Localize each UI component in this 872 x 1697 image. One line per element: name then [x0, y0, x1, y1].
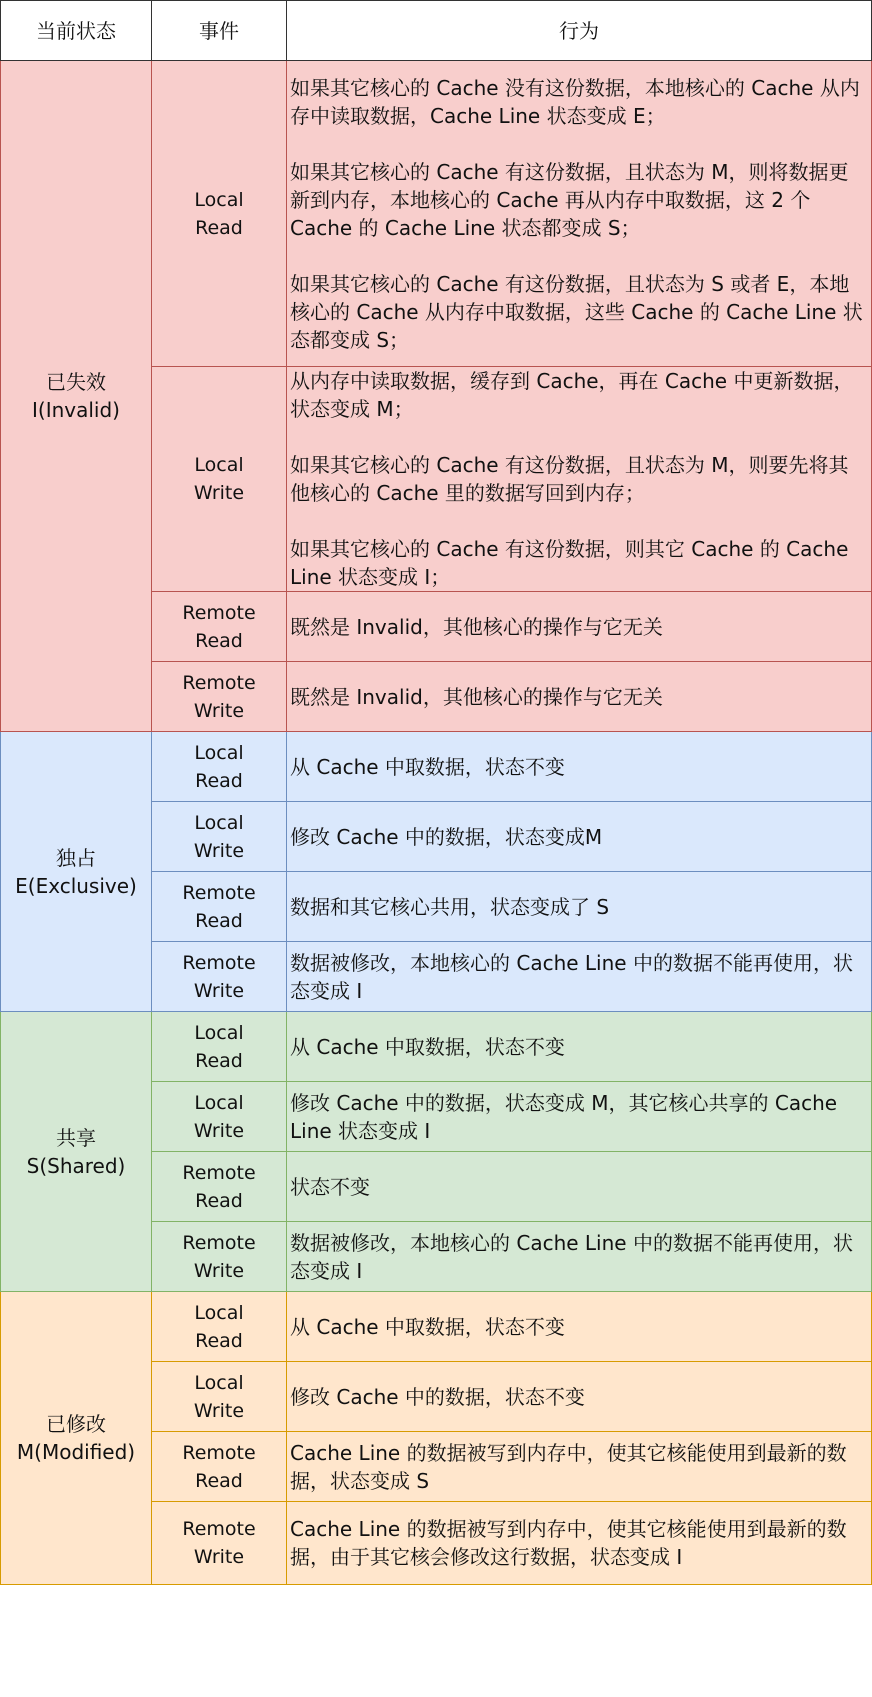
action-cell [287, 1222, 872, 1292]
event-cell [152, 872, 287, 942]
state-code: S(Shared) [26, 1153, 126, 1178]
action-text: 如果其它核心的 Cache 有这份数据，且状态为 M，则要先将其他核心的 Cache 里的数据写回到内存； [290, 453, 849, 505]
event-cell [152, 732, 287, 802]
event-cell [152, 662, 287, 732]
state-name: 已修改 [46, 1412, 106, 1436]
event-label: Write [193, 482, 245, 504]
event-cell [152, 1152, 287, 1222]
action-cell [287, 662, 872, 732]
action-cell [287, 592, 872, 662]
event-label: Read [195, 909, 243, 932]
event-cell [152, 1502, 287, 1585]
event-label: Remote [182, 881, 256, 904]
state-cell [1, 1292, 152, 1585]
state-cell [1, 1012, 152, 1292]
event-label: Remote [182, 671, 256, 694]
action-text: 修改 Cache 中的数据，状态变成M [290, 824, 603, 849]
action-text: 既然是 Invalid，其他核心的操作与它无关 [290, 684, 663, 709]
event-label: Local [194, 811, 244, 834]
event-label: Local [194, 1021, 244, 1044]
event-cell [152, 367, 287, 592]
event-cell [152, 61, 287, 367]
action-cell [287, 732, 872, 802]
event-label: Remote [182, 1161, 256, 1184]
action-text: 数据被修改，本地核心的 Cache Line 中的数据不能再使用，状态变成 I [290, 950, 853, 1003]
event-cell [152, 802, 287, 872]
header-state: 当前状态 [1, 1, 152, 61]
action-text: 从内存中读取数据，缓存到 Cache，再在 Cache 中更新数据，状态变成 M； [290, 369, 854, 421]
table-row [1, 1292, 872, 1362]
action-cell [287, 872, 872, 942]
event-label: Local [194, 1091, 244, 1114]
event-label: Write [193, 1119, 245, 1142]
table-row [1, 732, 872, 802]
action-cell [287, 1502, 872, 1585]
action-cell [287, 61, 872, 367]
event-label: Local [194, 1371, 244, 1394]
event-label: Read [195, 1469, 243, 1492]
action-text: 如果其它核心的 Cache 有这份数据，且状态为 S 或者 E，本地核心的 Cache 从内存中取数据，这些 Cache 的 Cache Line 状态都变成 S； [290, 271, 863, 352]
event-label: Write [193, 699, 245, 722]
event-cell [152, 1362, 287, 1432]
action-text: 数据被修改，本地核心的 Cache Line 中的数据不能再使用，状态变成 I [290, 1230, 853, 1283]
table-row [1, 61, 872, 367]
state-code: E(Exclusive) [15, 873, 137, 898]
action-text: 修改 Cache 中的数据，状态变成 M，其它核心共享的 Cache Line 状态变成 I [290, 1090, 838, 1143]
event-label: Local [194, 741, 244, 764]
table-body [1, 61, 872, 1585]
action-cell [287, 1292, 872, 1362]
header-event: 事件 [152, 1, 287, 61]
action-text: 数据和其它核心共用，状态变成了 S [290, 894, 610, 919]
action-cell [287, 1152, 872, 1222]
header-action: 行为 [287, 1, 872, 61]
event-label: Remote [182, 1441, 256, 1464]
action-text: 如果其它核心的 Cache 有这份数据，且状态为 M，则将数据更新到内存，本地核心的 Cache 再从内存中取数据，这 2 个 Cache 的 Cache Line 状态都变成 S； [290, 159, 849, 240]
action-text: 既然是 Invalid，其他核心的操作与它无关 [290, 614, 663, 639]
action-cell [287, 802, 872, 872]
event-label: Write [193, 1399, 245, 1422]
event-label: Remote [182, 951, 256, 974]
event-cell [152, 1012, 287, 1082]
action-cell [287, 1012, 872, 1082]
event-label: Write [193, 839, 245, 862]
event-label: Read [195, 769, 243, 792]
event-label: Remote [182, 601, 256, 624]
state-name: 共享 [56, 1125, 96, 1150]
action-text: Cache Line 的数据被写到内存中，使其它核能使用到最新的数据，由于其它核会修改这行数据，状态变成 I [290, 1517, 847, 1569]
state-code: M(Modified) [16, 1440, 136, 1464]
table-header-row [1, 1, 872, 61]
event-label: Write [193, 1546, 245, 1568]
action-text: 如果其它核心的 Cache 没有这份数据，本地核心的 Cache 从内存中读取数据，Cache Line 状态变成 E； [290, 75, 860, 128]
state-code: I(Invalid) [32, 398, 120, 422]
event-label: Read [195, 629, 243, 652]
event-label: Write [193, 979, 245, 1002]
action-text: 状态不变 [290, 1174, 370, 1199]
event-label: Remote [182, 1231, 256, 1254]
action-text: 修改 Cache 中的数据，状态不变 [290, 1384, 585, 1409]
action-cell [287, 1082, 872, 1152]
event-label: Read [195, 216, 243, 239]
action-text: 如果其它核心的 Cache 有这份数据，则其它 Cache 的 Cache Line 状态变成 I； [290, 537, 849, 589]
event-cell [152, 1292, 287, 1362]
event-label: Write [193, 1259, 245, 1282]
action-text: Cache Line 的数据被写到内存中，使其它核能使用到最新的数据，状态变成 S [290, 1440, 847, 1493]
event-cell [152, 942, 287, 1012]
action-cell [287, 1362, 872, 1432]
state-cell [1, 61, 152, 732]
table-row [1, 1012, 872, 1082]
action-cell [287, 942, 872, 1012]
state-name: 独占 [56, 845, 96, 870]
action-cell [287, 1432, 872, 1502]
action-text: 从 Cache 中取数据，状态不变 [290, 1034, 565, 1059]
action-text: 从 Cache 中取数据，状态不变 [290, 754, 565, 779]
event-label: Remote [182, 1518, 256, 1540]
action-cell [287, 367, 872, 592]
event-label: Local [194, 454, 244, 476]
event-label: Local [194, 1301, 244, 1324]
event-label: Read [195, 1329, 243, 1352]
action-text: 从 Cache 中取数据，状态不变 [290, 1314, 565, 1339]
state-cell [1, 732, 152, 1012]
event-cell [152, 1082, 287, 1152]
event-label: Read [195, 1049, 243, 1072]
event-label: Local [194, 188, 244, 211]
event-cell [152, 592, 287, 662]
state-name: 已失效 [46, 370, 106, 394]
event-cell [152, 1432, 287, 1502]
event-cell [152, 1222, 287, 1292]
watermark: @稀土掘金技术社区 [688, 1675, 833, 1694]
event-label: Read [195, 1189, 243, 1212]
